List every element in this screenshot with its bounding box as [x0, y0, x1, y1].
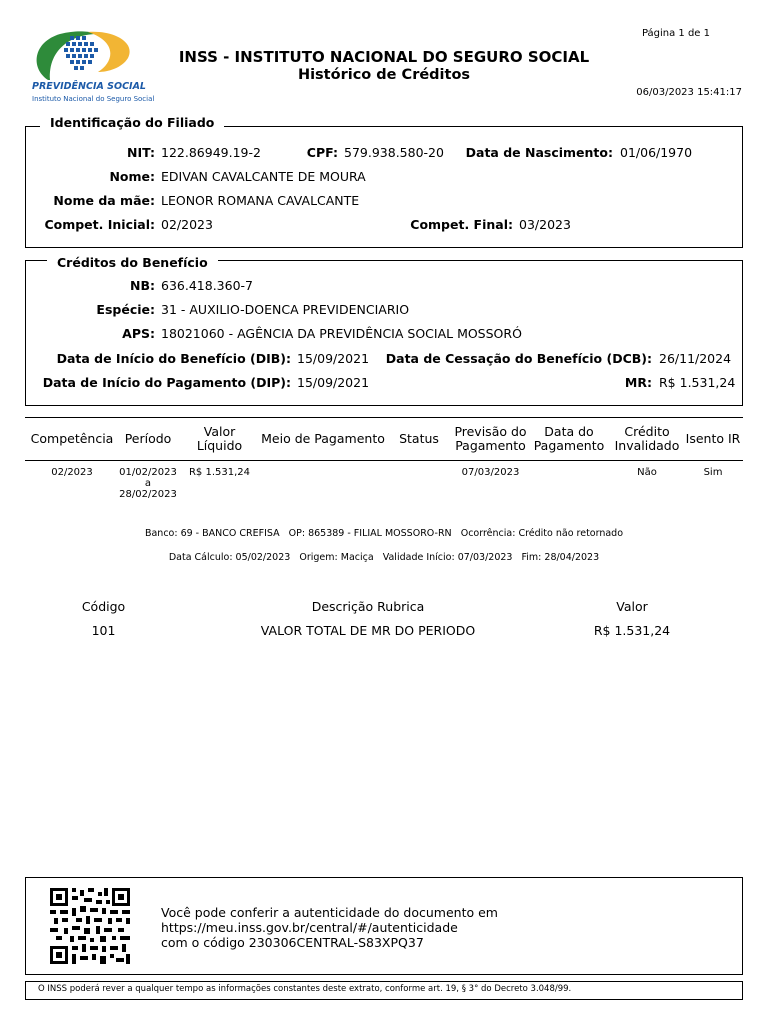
col-competencia: Competência [30, 431, 114, 446]
col-valor-liquido [182, 425, 257, 453]
col-status: Status [399, 431, 439, 446]
col-previsao [449, 425, 532, 453]
nome-value: EDIVAN CAVALCANTE DE MOURA [161, 169, 366, 184]
col-data-pagamento [530, 425, 608, 453]
mr-label: MR: [624, 375, 652, 390]
nome-mae-label: Nome da mãe: [53, 193, 155, 208]
nit-value: 122.86949.19-2 [161, 145, 261, 160]
dip-value: 15/09/2021 [297, 375, 370, 390]
nascimento-label: Data de Nascimento: [465, 145, 613, 160]
rubrica-codigo-header: Código [81, 599, 126, 614]
col-credito-invalidado [609, 425, 685, 453]
row-isento-ir: Sim [703, 467, 723, 478]
beneficio-legend: Créditos do Benefício [47, 255, 218, 270]
dip-label: Data de Início do Pagamento (DIP): [42, 375, 291, 390]
document-subtitle: Histórico de Créditos [297, 67, 471, 83]
rubrica-desc-header: Descrição Rubrica [311, 599, 425, 614]
nome-label: Nome: [109, 169, 155, 184]
col-data-line1: Data do [544, 424, 594, 439]
col-meio-pagamento: Meio de Pagamento [261, 431, 385, 446]
col-credito-line2: Invalidado [614, 438, 680, 453]
row-credito-invalidado: Não [637, 467, 657, 478]
dcb-value: 26/11/2024 [659, 351, 732, 366]
logo-title: PREVIDÊNCIA SOCIAL [32, 81, 146, 92]
authenticity-line1: Você pode conferir a autenticidade do documento em [161, 905, 498, 920]
col-valor-line2: Líquido [196, 438, 243, 453]
bank-details: Banco: 69 - BANCO CREFISA OP: 865389 - FILIAL MOSSORO-RN Ocorrência: Crédito não retornado [144, 528, 624, 539]
col-previsao-line2: Pagamento [455, 438, 526, 453]
aps-label: APS: [122, 326, 155, 341]
calc-details: Data Cálculo: 05/02/2023 Origem: Maciça Validade Início: 07/03/2023 Fim: 28/04/2023 [168, 552, 600, 563]
table-top-rule [25, 417, 743, 418]
col-valor-line1: Valor [203, 424, 236, 439]
nit-label: NIT: [127, 145, 155, 160]
mr-value: R$ 1.531,24 [659, 375, 736, 390]
authenticity-text [161, 905, 498, 950]
document-title: INSS - INSTITUTO NACIONAL DO SEGURO SOCIAL [178, 48, 590, 66]
row-periodo-end: 28/02/2023 [119, 489, 177, 500]
rubrica-desc: VALOR TOTAL DE MR DO PERIODO [260, 623, 476, 638]
col-isento-ir: Isento IR [685, 431, 741, 446]
row-valor: R$ 1.531,24 [188, 467, 251, 478]
compet-final-value: 03/2023 [519, 217, 571, 232]
rubrica-valor: R$ 1.531,24 [593, 623, 671, 638]
col-credito-line1: Crédito [624, 424, 670, 439]
col-periodo: Período [124, 431, 172, 446]
dib-value: 15/09/2021 [297, 351, 370, 366]
nb-label: NB: [130, 278, 155, 293]
rubrica-codigo: 101 [91, 623, 116, 638]
logo-subtitle: Instituto Nacional do Seguro Social [32, 95, 155, 103]
dcb-label: Data de Cessação do Benefício (DCB): [385, 351, 652, 366]
filiado-legend: Identificação do Filiado [40, 115, 224, 130]
col-previsao-line1: Previsão do [454, 424, 527, 439]
especie-value: 31 - AUXILIO-DOENCA PREVIDENCIARIO [161, 302, 410, 317]
compet-inicial-value: 02/2023 [161, 217, 213, 232]
cpf-value: 579.938.580-20 [344, 145, 444, 160]
disclaimer-text: O INSS poderá rever a qualquer tempo as informações constantes deste extrato, conforme art. 19, § 3° do Decreto 3.048/99. [38, 984, 572, 994]
qr-code-icon [50, 888, 130, 964]
aps-value: 18021060 - AGÊNCIA DA PREVIDÊNCIA SOCIAL MOSSORÓ [161, 326, 522, 341]
nb-value: 636.418.360-7 [161, 278, 253, 293]
row-previsao: 07/03/2023 [461, 467, 520, 478]
row-competencia: 02/2023 [51, 467, 93, 478]
dib-label: Data de Início do Benefício (DIB): [56, 351, 291, 366]
row-periodo-sep: a [144, 478, 152, 489]
rubrica-valor-header: Valor [616, 599, 648, 614]
col-data-line2: Pagamento [533, 438, 605, 453]
authenticity-url[interactable]: https://meu.inss.gov.br/central/#/autenticidade [161, 920, 458, 935]
cpf-label: CPF: [306, 145, 338, 160]
authenticity-code: com o código 230306CENTRAL-S83XPQ37 [161, 935, 424, 950]
nome-mae-value: LEONOR ROMANA CAVALCANTE [161, 193, 360, 208]
row-periodo-start: 01/02/2023 [119, 467, 177, 478]
row-periodo [116, 467, 180, 500]
especie-label: Espécie: [96, 302, 155, 317]
generated-datetime: 06/03/2023 15:41:17 [636, 87, 742, 98]
compet-inicial-label: Compet. Inicial: [44, 217, 155, 232]
nascimento-value: 01/06/1970 [620, 145, 693, 160]
compet-final-label: Compet. Final: [410, 217, 513, 232]
page-number: Página 1 de 1 [641, 28, 710, 39]
table-header-rule [25, 460, 743, 461]
